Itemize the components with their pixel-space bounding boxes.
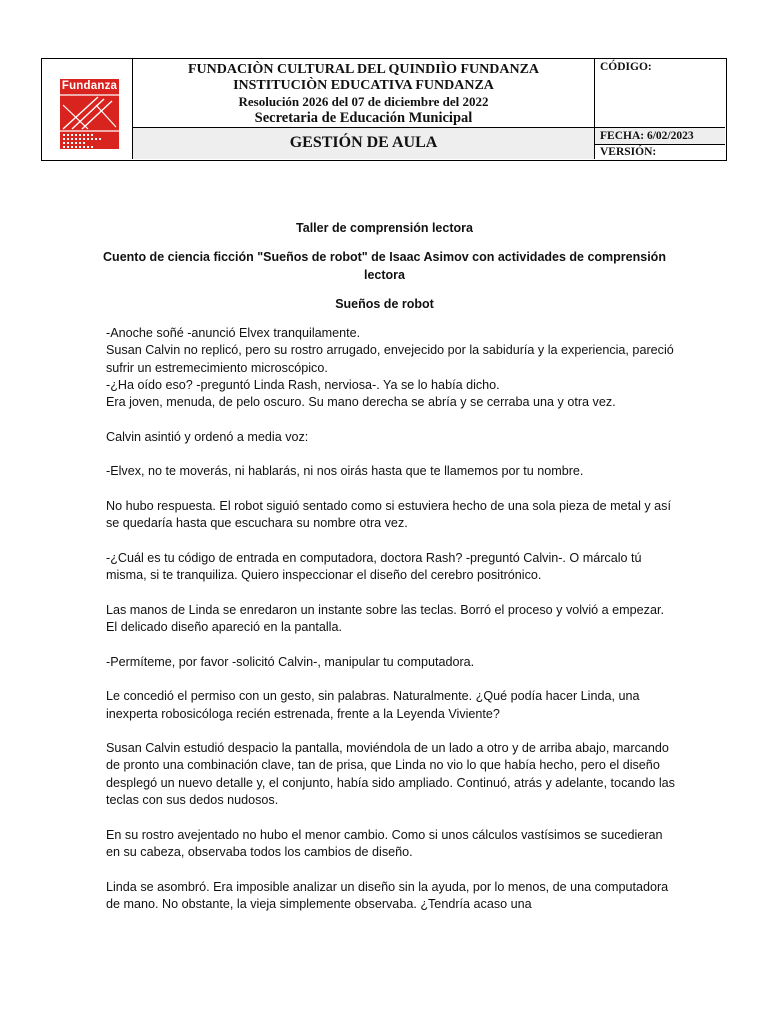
paragraph-line: -¿Cuál es tu código de entrada en computadora, doctora Rash? -preguntó Calvin-. O márcalo tú misma, si te tranquiliza. Quiero inspeccionar el diseño del cerebro positrónico. [106, 550, 642, 583]
secretaria-line: Secretaria de Educación Municipal [254, 110, 473, 126]
logo-word: Fundanza [61, 80, 118, 92]
story-paragraph [106, 740, 676, 809]
document-subtitle: Cuento de ciencia ficción "Sueños de robot" de Isaac Asimov con actividades de comprensión lectora [103, 250, 666, 282]
paragraph-line: Susan Calvin no replicó, pero su rostro arrugado, envejecido por la sabiduría y la experiencia, pareció sufrir un estremecimiento microscópico. [106, 343, 674, 375]
paragraph-line: -Anoche soñé -anunció Elvex tranquilamente. [106, 326, 361, 340]
fundanza-logo-icon [60, 79, 119, 149]
story-paragraph [106, 463, 676, 480]
paragraph-line: Le concedió el permiso con un gesto, sin palabras. Naturalmente. ¿Qué podía hacer Linda, una inexperta robosicóloga recién estrenada, frente a la Leyenda Viviente? [106, 689, 640, 721]
story-paragraph [106, 325, 676, 411]
story-paragraph [106, 879, 676, 914]
institution-name: INSTITUCIÒN EDUCATIVA FUNDANZA [233, 78, 494, 93]
paragraph-line: Las manos de Linda se enredaron un instante sobre las teclas. Borró el proceso y volvió a empezar. El delicado diseño apareció en la pantalla. [106, 602, 664, 635]
story-body [106, 325, 676, 930]
paragraph-line: -Permíteme, por favor -solicitó Calvin-, manipular tu computadora. [106, 654, 475, 669]
story-paragraph [106, 602, 676, 637]
document-titles [100, 219, 669, 313]
institution-block [133, 59, 595, 128]
version-label: VERSIÓN: [600, 146, 657, 158]
header-table [41, 58, 727, 161]
codigo-label: CÓDIGO: [595, 59, 725, 128]
paragraph-line: Era joven, menuda, de pelo oscuro. Su mano derecha se abría y se cerraba una y otra vez. [106, 395, 616, 410]
paragraph-line: Linda se asombró. Era imposible analizar un diseño sin la ayuda, por lo menos, de una computadora de mano. No obstante, la vieja simplemente observaba. ¿Tendría acaso una [106, 879, 669, 911]
story-paragraph [106, 688, 676, 723]
story-paragraph [106, 498, 676, 533]
story-paragraph [106, 654, 676, 671]
section-title: GESTIÓN DE AULA [133, 128, 595, 159]
story-paragraph [106, 429, 676, 446]
foundation-name: FUNDACIÒN CULTURAL DEL QUINDIÌO FUNDANZA [187, 62, 540, 77]
resolution-line: Resolución 2026 del 07 de diciembre del 2022 [238, 94, 489, 109]
story-paragraph [106, 827, 676, 862]
logo-graphic-icon [60, 93, 119, 149]
document-title: Taller de comprensión lectora [296, 221, 473, 235]
paragraph-line: No hubo respuesta. El robot siguió sentado como si estuviera hecho de una sola pieza de metal y así se quedaría hasta que escuchara su nombre otra vez. [106, 498, 671, 531]
story-paragraph [106, 550, 676, 585]
paragraph-line: Susan Calvin estudió despacio la pantalla, moviéndola de un lado a otro y de arriba abajo, marcando de pronto una combinación clave, tan de prisa, que Linda no vio lo que había hecho, pero el diseño desplegó un nuevo detalle y, el conjunto, había sido ampliado. Continuó, atrás y adelante, tocando las teclas con sus dedos nudosos. [106, 741, 675, 808]
paragraph-line: Calvin asintió y ordenó a media voz: [106, 429, 309, 444]
logo-cell [42, 59, 133, 159]
paragraph-line: -Elvex, no te moverás, ni hablarás, ni nos oirás hasta que te llamemos por tu nombre. [106, 464, 584, 479]
paragraph-line: -¿Ha oído eso? -preguntó Linda Rash, nerviosa-. Ya se lo había dicho. [106, 377, 500, 392]
paragraph-line: En su rostro avejentado no hubo el menor cambio. Como si unos cálculos vastísimos se sucedieran en su cabeza, observaba todos los cambios de diseño. [106, 827, 663, 859]
story-title: Sueños de robot [335, 297, 434, 311]
fecha-label: FECHA: 6/02/2023 [595, 128, 725, 145]
